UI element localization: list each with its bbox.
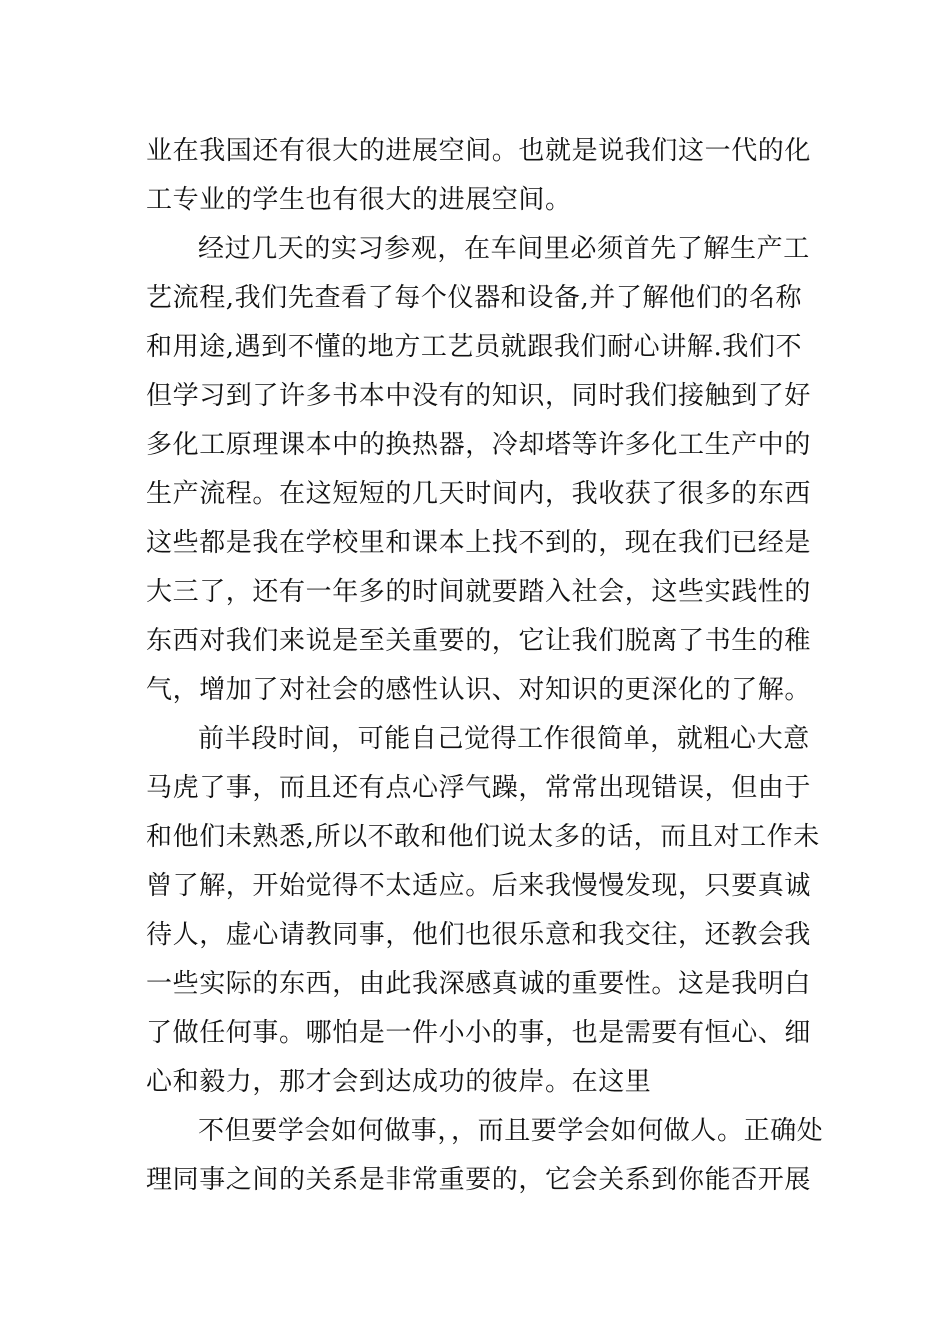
text-line: 多化工原理课本中的换热器，冷却塔等许多化工生产中的 [146,430,812,460]
text-line: 前半段时间，可能自己觉得工作很简单，就粗心大意 [198,724,810,754]
text-line: 曾了解，开始觉得不太适应。后来我慢慢发现，只要真诚 [146,871,812,901]
text-line: 经过几天的实习参观，在车间里必须首先了解生产工 [198,234,810,264]
text-line: 和他们未熟悉,所以不敢和他们说太多的话，而且对工作未 [146,822,820,852]
text-line: 了做任何事。哪怕是一件小小的事，也是需要有恒心、细 [146,1018,812,1048]
text-line: 马虎了事，而且还有点心浮气躁，常常出现错误，但由于 [146,773,812,803]
text-line: 这些都是我在学校里和课本上找不到的，现在我们已经是 [146,528,812,558]
text-line: 和用途,遇到不懂的地方工艺员就跟我们耐心讲解.我们不 [146,332,803,362]
text-line: 但学习到了许多书本中没有的知识，同时我们接触到了好 [146,381,812,411]
text-line: 气，增加了对社会的感性认识、对知识的更深化的了解。 [146,675,812,705]
text-line: 业在我国还有很大的进展空间。也就是说我们这一代的化 [146,136,812,166]
text-line: 待人，虚心请教同事，他们也很乐意和我交往，还教会我 [146,920,812,950]
text-line: 艺流程,我们先查看了每个仪器和设备,并了解他们的名称 [146,283,803,313]
text-line: 东西对我们来说是至关重要的，它让我们脱离了书生的稚 [146,626,812,656]
text-line: 一些实际的东西，由此我深感真诚的重要性。这是我明白 [146,969,812,999]
text-line: 生产流程。在这短短的几天时间内，我收获了很多的东西 [146,479,812,509]
text-line: 心和毅力，那才会到达成功的彼岸。在这里 [146,1067,652,1097]
text-line: 理同事之间的关系是非常重要的，它会关系到你能否开展 [146,1165,812,1195]
text-line: 工专业的学生也有很大的进展空间。 [146,185,572,215]
text-line: 大三了，还有一年多的时间就要踏入社会，这些实践性的 [146,577,812,607]
text-line: 不但要学会如何做事，，而且要学会如何做人。正确处 [198,1116,824,1146]
